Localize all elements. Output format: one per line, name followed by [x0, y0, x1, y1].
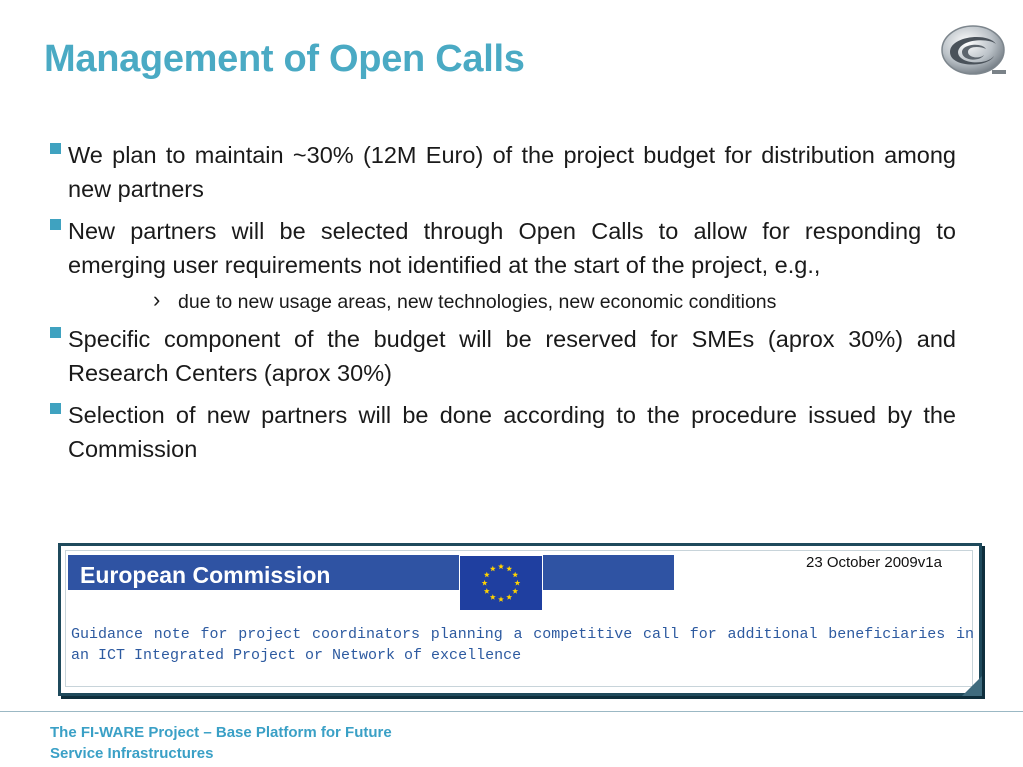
swirl-logo-icon	[938, 22, 1008, 78]
bullet-text: Specific component of the budget will be reserved for SMEs (aprox 30%) and Research Centers (aprox 30%)	[68, 326, 956, 386]
square-bullet-icon	[50, 403, 61, 414]
bullet-item	[50, 322, 956, 390]
square-bullet-icon	[50, 219, 61, 230]
footer-text	[50, 722, 470, 764]
european-commission-banner	[68, 555, 674, 590]
bullet-item	[50, 398, 956, 466]
eu-flag-icon	[459, 555, 543, 611]
square-bullet-icon	[50, 143, 61, 154]
chevron-right-icon: ›	[153, 287, 161, 312]
footer-line-1: The FI-WARE Project – Base Platform for Future	[50, 724, 392, 741]
banner-label: European Commission	[80, 562, 331, 588]
slide-title: Management of Open Calls	[44, 38, 525, 80]
bullet-text: We plan to maintain ~30% (12M Euro) of the project budget for distribution among new partners	[68, 142, 956, 202]
footer-divider	[0, 711, 1023, 712]
bullet-item	[50, 214, 956, 282]
document-date: 23 October 2009v1a	[806, 554, 942, 571]
bullet-list	[50, 138, 956, 474]
bullet-item	[50, 138, 956, 206]
sub-bullet-text: due to new usage areas, new technologies, new economic conditions	[178, 291, 777, 313]
document-body-text: Guidance note for project coordinators planning a competitive call for additional beneficiaries in an ICT Integrated Project or Network of excellence	[71, 626, 974, 664]
sub-bullet-item	[153, 287, 956, 316]
footer-line-2: Service Infrastructures	[50, 745, 214, 762]
bullet-text: Selection of new partners will be done according to the procedure issued by the Commission	[68, 402, 956, 462]
bullet-text: New partners will be selected through Open Calls to allow for responding to emerging user requirements not identified at the start of the project, e.g.,	[68, 218, 956, 278]
page-curl-corner	[962, 676, 982, 696]
square-bullet-icon	[50, 327, 61, 338]
